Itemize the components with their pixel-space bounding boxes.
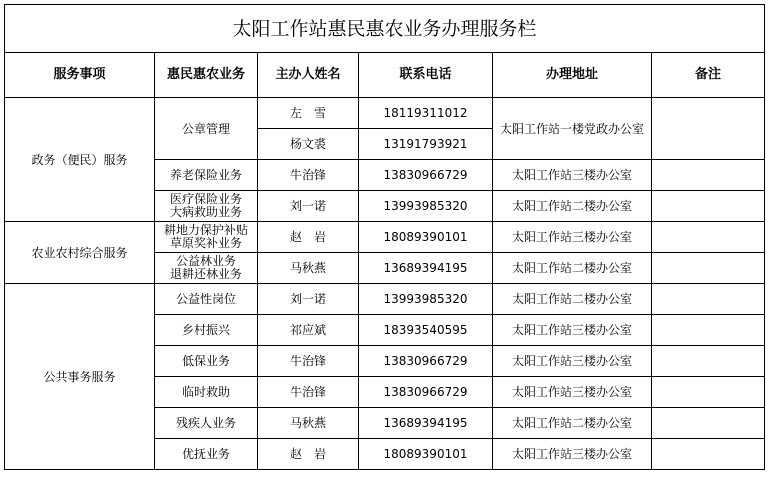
name-cell: 杨文裘 xyxy=(258,129,359,160)
table-title: 太阳工作站惠民惠农业务办理服务栏 xyxy=(5,5,765,53)
header-service-item: 服务事项 xyxy=(5,53,155,98)
name-cell: 赵 岩 xyxy=(258,222,359,253)
header-business: 惠民惠农业务 xyxy=(155,53,258,98)
business-line: 耕地力保护补贴 xyxy=(163,223,248,237)
phone-cell: 18089390101 xyxy=(359,439,493,470)
phone-cell: 18089390101 xyxy=(359,222,493,253)
business-cell: 临时救助 xyxy=(155,377,258,408)
phone-cell: 13830966729 xyxy=(359,160,493,191)
remarks-cell xyxy=(652,315,765,346)
business-line: 公益林业务 xyxy=(175,254,236,268)
phone-cell: 13689394195 xyxy=(359,253,493,284)
address-cell: 太阳工作站三楼办公室 xyxy=(493,439,652,470)
name-cell: 刘一诺 xyxy=(258,284,359,315)
name-cell: 牛治锋 xyxy=(258,346,359,377)
table-row xyxy=(5,284,765,315)
business-line: 草原奖补业务 xyxy=(169,236,242,250)
business-cell: 公益性岗位 xyxy=(155,284,258,315)
business-line: 大病救助业务 xyxy=(169,205,242,219)
name-cell: 祁应斌 xyxy=(258,315,359,346)
phone-cell: 13993985320 xyxy=(359,284,493,315)
service-table xyxy=(4,4,765,470)
business-line: 医疗保险业务 xyxy=(169,192,242,206)
header-phone: 联系电话 xyxy=(359,53,493,98)
group-cell: 公共事务服务 xyxy=(5,284,155,470)
remarks-cell xyxy=(652,408,765,439)
business-cell: 优抚业务 xyxy=(155,439,258,470)
table-row xyxy=(5,222,765,253)
remarks-cell xyxy=(652,346,765,377)
business-line: 退耕还林业务 xyxy=(169,267,242,281)
header-remarks: 备注 xyxy=(652,53,765,98)
group-cell: 政务（便民）服务 xyxy=(5,98,155,222)
phone-cell: 13993985320 xyxy=(359,191,493,222)
address-cell: 太阳工作站三楼办公室 xyxy=(493,377,652,408)
name-cell: 牛治锋 xyxy=(258,377,359,408)
phone-cell: 13191793921 xyxy=(359,129,493,160)
business-cell xyxy=(155,191,258,222)
phone-cell: 13689394195 xyxy=(359,408,493,439)
phone-cell: 18119311012 xyxy=(359,98,493,129)
remarks-cell xyxy=(652,160,765,191)
remarks-cell xyxy=(652,222,765,253)
business-cell: 养老保险业务 xyxy=(155,160,258,191)
business-cell: 残疾人业务 xyxy=(155,408,258,439)
phone-cell: 18393540595 xyxy=(359,315,493,346)
address-cell: 太阳工作站二楼办公室 xyxy=(493,408,652,439)
remarks-cell xyxy=(652,439,765,470)
business-cell xyxy=(155,253,258,284)
remarks-cell xyxy=(652,98,765,160)
address-cell: 太阳工作站二楼办公室 xyxy=(493,191,652,222)
business-cell: 公章管理 xyxy=(155,98,258,160)
name-cell: 赵 岩 xyxy=(258,439,359,470)
header-contact-name: 主办人姓名 xyxy=(258,53,359,98)
name-cell: 刘一诺 xyxy=(258,191,359,222)
phone-cell: 13830966729 xyxy=(359,346,493,377)
remarks-cell xyxy=(652,284,765,315)
address-cell: 太阳工作站三楼办公室 xyxy=(493,346,652,377)
address-cell: 太阳工作站三楼办公室 xyxy=(493,160,652,191)
header-address: 办理地址 xyxy=(493,53,652,98)
business-cell: 乡村振兴 xyxy=(155,315,258,346)
remarks-cell xyxy=(652,253,765,284)
address-cell: 太阳工作站二楼办公室 xyxy=(493,253,652,284)
name-cell: 牛治锋 xyxy=(258,160,359,191)
phone-cell: 13830966729 xyxy=(359,377,493,408)
business-cell xyxy=(155,222,258,253)
name-cell: 马秋燕 xyxy=(258,408,359,439)
address-cell: 太阳工作站一楼党政办公室 xyxy=(493,98,652,160)
remarks-cell xyxy=(652,377,765,408)
address-cell: 太阳工作站三楼办公室 xyxy=(493,222,652,253)
name-cell: 左 雪 xyxy=(258,98,359,129)
table-row xyxy=(5,98,765,129)
business-cell: 低保业务 xyxy=(155,346,258,377)
name-cell: 马秋燕 xyxy=(258,253,359,284)
address-cell: 太阳工作站二楼办公室 xyxy=(493,284,652,315)
group-cell: 农业农村综合服务 xyxy=(5,222,155,284)
address-cell: 太阳工作站三楼办公室 xyxy=(493,315,652,346)
remarks-cell xyxy=(652,191,765,222)
